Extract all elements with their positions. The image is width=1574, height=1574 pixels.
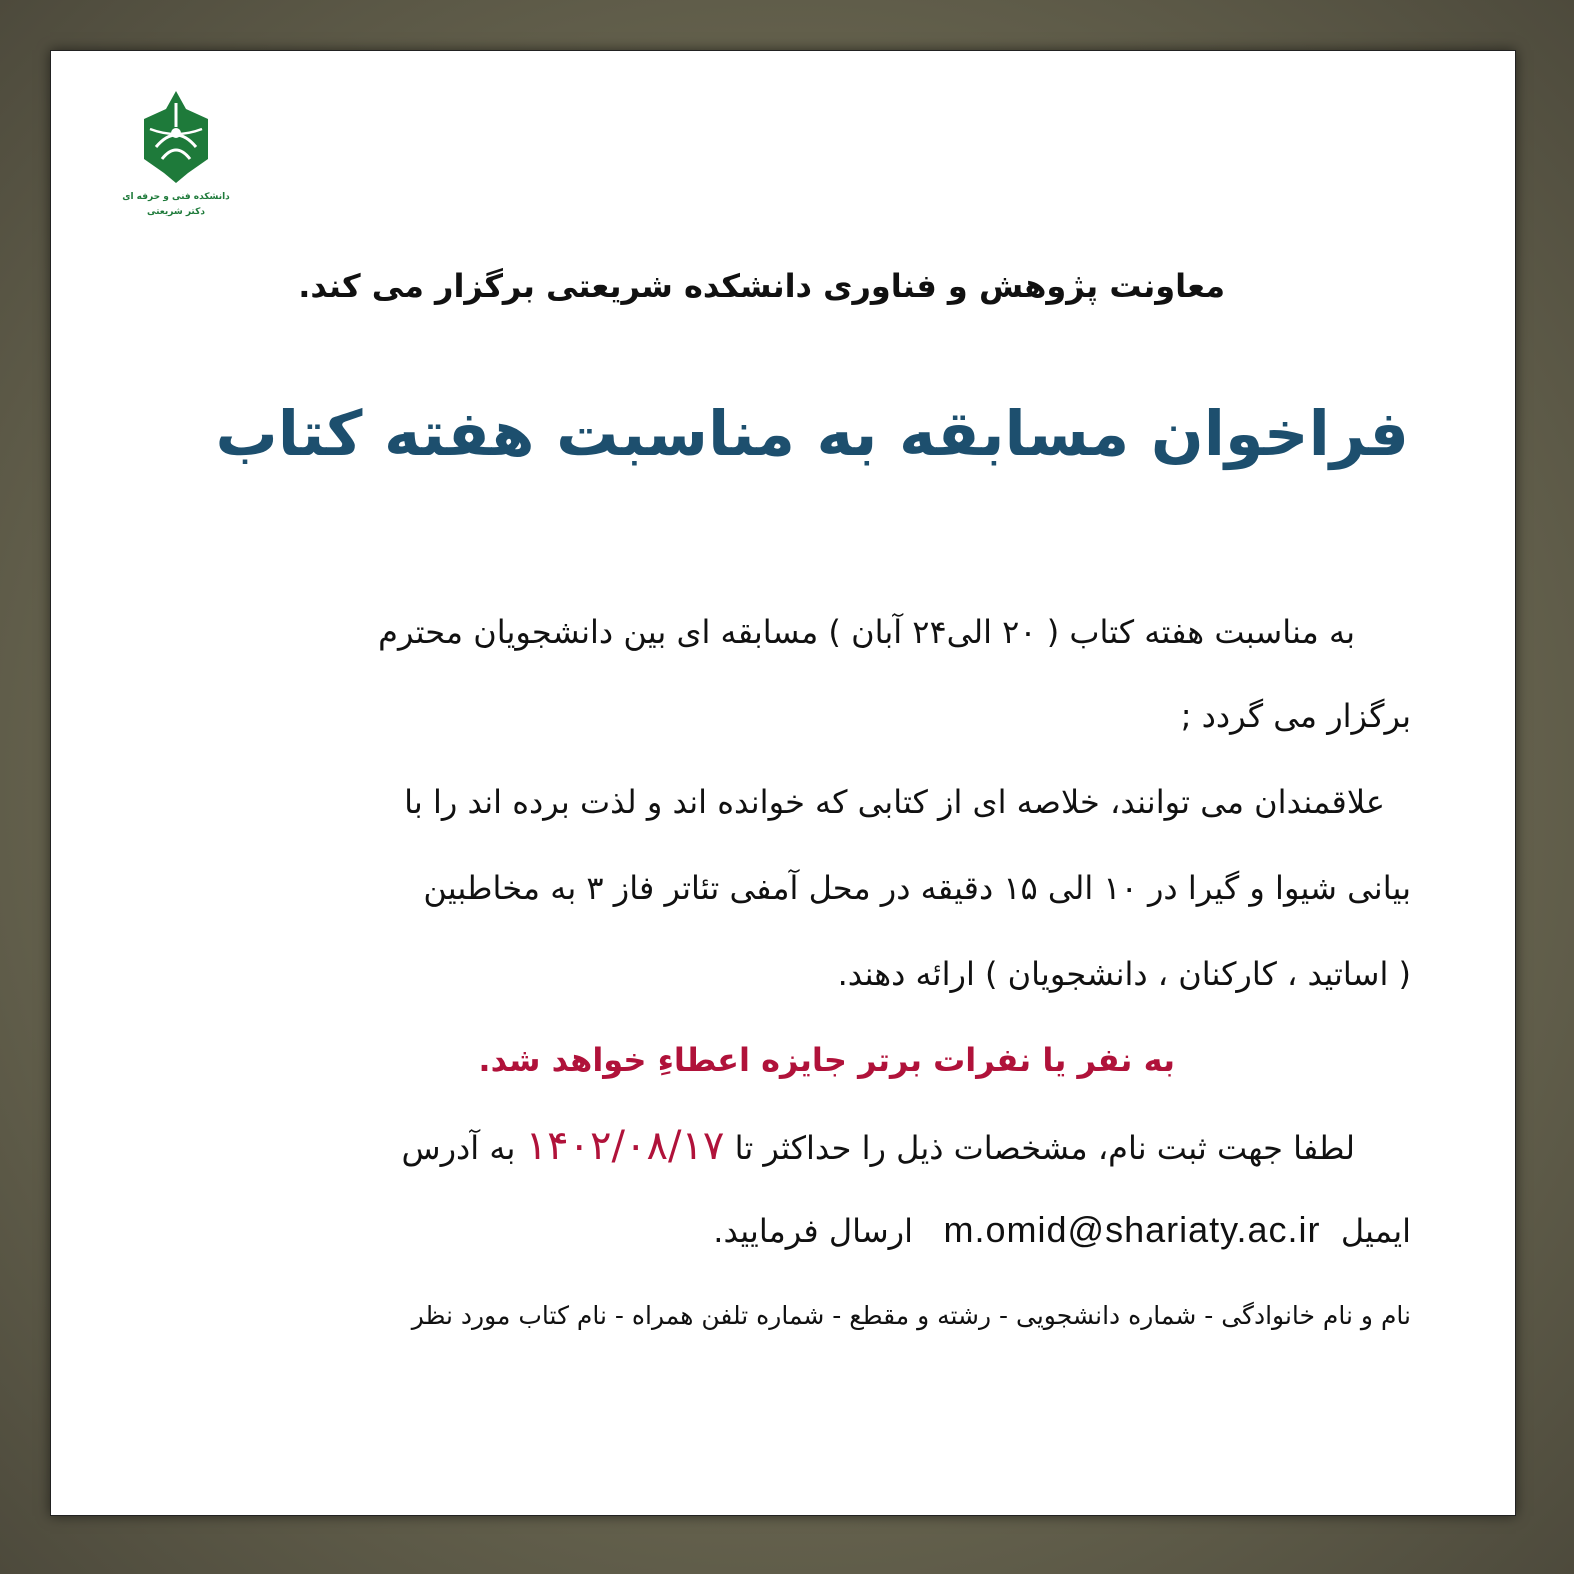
registration-address-text: به آدرس bbox=[401, 1129, 516, 1167]
registration-line bbox=[402, 1123, 1355, 1169]
body-line-1: به مناسبت هفته کتاب ( ۲۰ الی۲۴ آبان ) مسابقه ای بین دانشجویان محترم bbox=[378, 613, 1355, 651]
subtitle: معاونت پژوهش و فناوری دانشکده شریعتی برگزار می کند. bbox=[298, 267, 1225, 305]
page-title: فراخوان مسابقه به مناسبت هفته کتاب bbox=[215, 397, 1409, 470]
email-address[interactable]: m.omid@shariaty.ac.ir bbox=[943, 1209, 1321, 1250]
email-line bbox=[713, 1209, 1411, 1251]
body-line-2: برگزار می گردد ; bbox=[1180, 697, 1411, 735]
deadline-date: ۱۴۰۲/۰۸/۱۷ bbox=[525, 1123, 725, 1169]
body-line-5: ( اساتید ، کارکنان ، دانشجویان ) ارائه دهند. bbox=[837, 955, 1411, 993]
body-line-3: علاقمندان می توانند، خلاصه ای از کتابی که خوانده اند و لذت برده اند را با bbox=[404, 783, 1385, 821]
required-fields: نام و نام خانوادگی - شماره دانشجویی - رشته و مقطع - شماره تلفن همراه - نام کتاب مورد نظر bbox=[411, 1301, 1411, 1330]
body-line-4: بیانی شیوا و گیرا در ۱۰ الی ۱۵ دقیقه در محل آمفی تئاتر فاز ۳ به مخاطبین bbox=[423, 869, 1411, 907]
email-after-text: ارسال فرمایید. bbox=[713, 1212, 913, 1250]
email-label: ایمیل bbox=[1340, 1212, 1411, 1250]
prize-notice: به نفر یا نفرات برتر جایزه اعطاءِ خواهد شد. bbox=[478, 1041, 1175, 1079]
announcement-poster bbox=[50, 50, 1516, 1516]
logo-line1: دانشکده فنی و حرفه ای bbox=[122, 192, 230, 202]
logo-line2: دکتر شریعتی bbox=[147, 207, 205, 217]
registration-text: لطفا جهت ثبت نام، مشخصات ذیل را حداکثر تا bbox=[734, 1129, 1355, 1167]
college-logo bbox=[121, 89, 231, 220]
college-emblem-icon bbox=[121, 89, 231, 184]
